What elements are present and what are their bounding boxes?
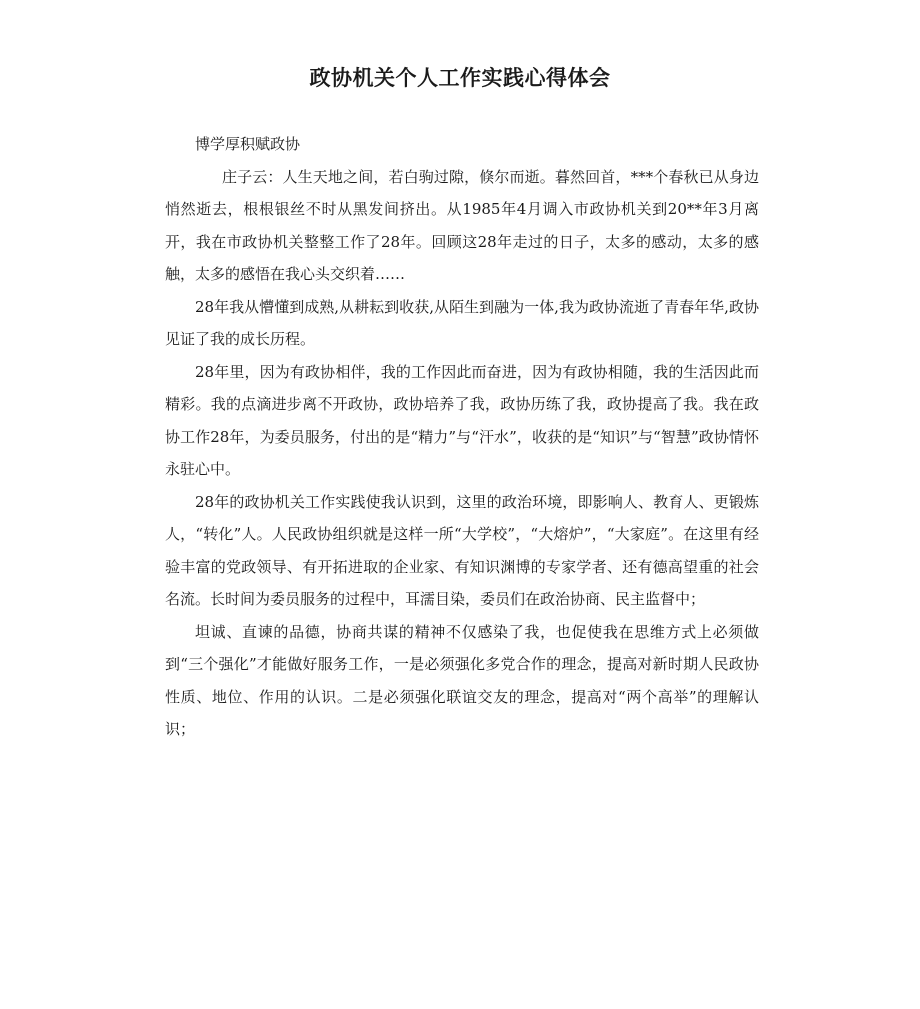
paragraph: 庄子云：人生天地之间，若白驹过隙，倏尔而逝。暮然回首，***个春秋已从身边悄然逝去，根根银丝不时从黑发间挤出。从1985年4月调入市政协机关到20**年3月离开，我在市政协机关整整工作了28年。回顾这28年走过的日子，太多的感动，太多的感触，太多的感悟在我心头交织着……: [165, 167, 759, 283]
document-body: [165, 128, 759, 746]
paragraph: 28年的政协机关工作实践使我认识到，这里的政治环境，即影响人、教育人、更锻炼人，“转化”人。人民政协组织就是这样一所“大学校”，“大熔炉”，“大家庭”。在这里有经验丰富的党政领导、有开拓进取的企业家、有知识渊博的专家学者、还有德高望重的社会名流。长时间为委员服务的过程中，耳濡目染，委员们在政治协商、民主监督中；: [165, 492, 759, 608]
paragraph: 28年我从懵懂到成熟,从耕耘到收获,从陌生到融为一体,我为政协流逝了青春年华,政协见证了我的成长历程。: [165, 297, 759, 348]
paragraph: 坦诚、直谏的品德，协商共谋的精神不仅感染了我，也促使我在思维方式上必须做到“三个强化”才能做好服务工作，一是必须强化多党合作的理念，提高对新时期人民政协性质、地位、作用的认识。二是必须强化联谊交友的理念，提高对“两个高举”的理解认识；: [165, 622, 759, 738]
paragraph: 28年里，因为有政协相伴，我的工作因此而奋进，因为有政协相随，我的生活因此而精彩。我的点滴进步离不开政协，政协培养了我，政协历练了我，政协提高了我。我在政协工作28年，为委员服务，付出的是“精力”与“汗水”，收获的是“知识”与“智慧”政协情怀永驻心中。: [165, 362, 759, 478]
document-subtitle: 博学厚积赋政协: [195, 135, 301, 153]
document-title: 政协机关个人工作实践心得体会: [309, 66, 611, 90]
